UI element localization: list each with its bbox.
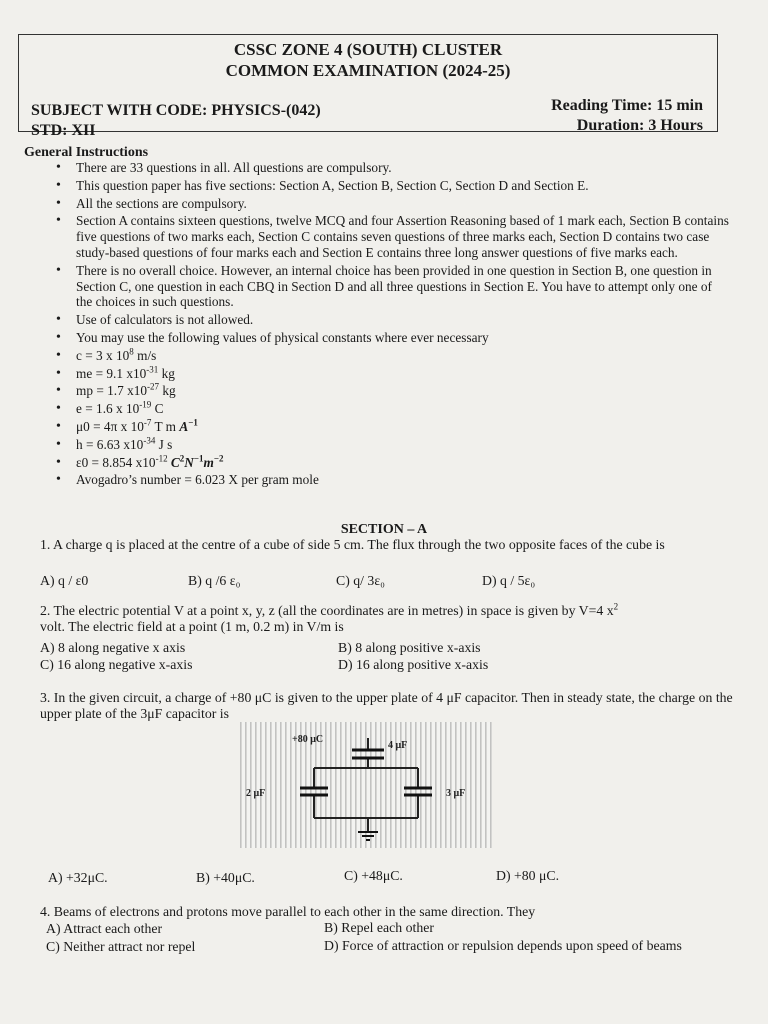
instruction-item: • Section A contains sixteen questions, twelve MCQ and four Assertion Reasoning based of 1 mark each, Section B contains five questions of two marks each, Section C contains seven questions of three marks each, Section D contains two case study-based questions of four marks each and Section E contains three long answer questions of five marks each. — [50, 213, 730, 260]
figure-label-3uf: 3 μF — [446, 788, 466, 799]
q1-option-a: A) q / ε0 — [40, 573, 89, 588]
instruction-item: • You may use the following values of physical constants where ever necessary — [50, 330, 730, 346]
header-box — [18, 34, 718, 139]
q1-option-c: C) q/ 3ε₀ — [336, 573, 385, 588]
section-a-title: SECTION – A — [340, 522, 428, 537]
duration: Duration: 3 Hours — [576, 117, 703, 134]
constant-eps0: • ε0 = 8.854 $x10^{-12}$ $C^2N^{-1}m^{-2}$ — [50, 455, 730, 471]
instruction-item: • There is no overall choice. However, an internal choice has been provided in one question in Section B, one question in Section C, one question in each CBQ in Section D and all three questions in Section E. You have to attempt only one of the choices in such questions. — [50, 263, 730, 310]
question-2-text: 2. The electric potential V at a point x, y, z (all the coordinates are in metres) in space is given by V=4 $x^2$ volt. The electric field at a point (1 m, 0.2 m) in V/m is — [40, 601, 619, 634]
question-4-text: 4. Beams of electrons and protons move parallel to each other in the same direction. They — [40, 904, 536, 919]
capacitor-circuit-figure — [240, 722, 492, 848]
q4-option-c: C) Neither attract nor repel — [46, 939, 196, 954]
q4-option-b: B) Repel each other — [324, 920, 434, 935]
subject-code: SUBJECT WITH CODE: PHYSICS-(042) — [31, 102, 321, 119]
instruction-item: • There are 33 questions in all. All questions are compulsory. — [50, 160, 730, 176]
q3-option-a: A) +32μC. — [48, 870, 108, 885]
q1-option-b: B) q /6 ε₀ — [188, 573, 241, 588]
figure-label-4uf: 4 μF — [388, 740, 408, 751]
q3-option-c: C) +48μC. — [344, 868, 403, 883]
q4-option-a: A) Attract each other — [46, 921, 163, 936]
q1-option-d: D) q / 5ε₀ — [482, 573, 536, 588]
instruction-item: • Use of calculators is not allowed. — [50, 312, 730, 328]
reading-time: Reading Time: 15 min — [551, 97, 703, 114]
q3-option-b: B) +40μC. — [196, 870, 255, 885]
q3-option-d: D) +80 μC. — [496, 868, 560, 883]
constant-mp: • mp = 1.7 $x10^{-27}$ kg — [50, 383, 730, 399]
exam-title: COMMON EXAMINATION (2024-25) — [225, 61, 511, 80]
standard: STD: XII — [31, 122, 96, 139]
constant-c: • c = 3 x $10^8$ m/s — [50, 348, 730, 364]
figure-label-2uf: 2 μF — [246, 788, 266, 799]
cluster-title: CSSC ZONE 4 (SOUTH) CLUSTER — [233, 40, 503, 59]
q2-option-d: D) 16 along positive x-axis — [338, 657, 489, 672]
constant-mu0: • μ0 = 4π x $10^{-7}$ T m $A^{-1}$ — [50, 419, 730, 435]
instruction-item: • This question paper has five sections: Section A, Section B, Section C, Section D and Section E. — [50, 178, 730, 194]
figure-label-charge: +80 μC — [292, 734, 324, 745]
instructions-heading: General Instructions — [24, 145, 149, 160]
constant-avogadro: • Avogadro’s number = 6.023 X per gram mole — [50, 472, 730, 488]
question-3-text: 3. In the given circuit, a charge of +80 μC is given to the upper plate of 4 μF capacitor. Then in steady state, the charge on the upper plate of the 3μF capacitor is — [40, 690, 733, 721]
q2-option-b: B) 8 along positive x-axis — [338, 640, 481, 655]
figure-hatching — [240, 722, 492, 848]
q2-option-c: C) 16 along negative x-axis — [40, 657, 193, 672]
instructions-list — [50, 160, 730, 490]
constant-me: • me = 9.1 $x10^{-31}$ kg — [50, 366, 730, 382]
question-1-text: 1. A charge q is placed at the centre of a cube of side 5 cm. The flux through the two opposite faces of the cube is — [40, 537, 665, 552]
q4-option-d: D) Force of attraction or repulsion depends upon speed of beams — [324, 938, 682, 953]
q2-option-a: A) 8 along negative x axis — [40, 640, 186, 655]
constant-e: • e = 1.6 x $10^{-19}$ C — [50, 401, 730, 417]
instruction-item: • All the sections are compulsory. — [50, 196, 730, 212]
constant-h: • h = 6.63 $x10^{-34}$ J s — [50, 437, 730, 453]
